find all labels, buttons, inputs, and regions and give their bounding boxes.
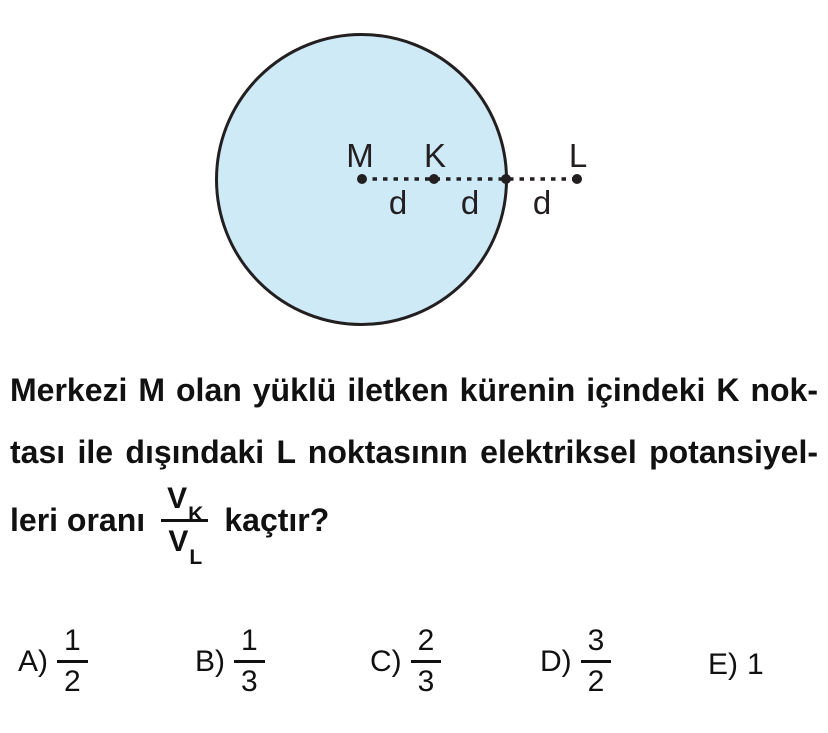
sphere-surface-dot [501, 174, 511, 184]
ratio-denominator [168, 522, 203, 569]
ratio-numerator-base: V [167, 482, 188, 515]
segment-d-label-1: d [388, 184, 408, 221]
option-d-denominator: 2 [587, 665, 605, 698]
point-m-dot [357, 174, 367, 184]
option-c[interactable] [370, 626, 441, 697]
option-e[interactable] [708, 648, 764, 682]
option-a-denominator: 2 [64, 665, 81, 698]
option-b-fraction [234, 626, 265, 697]
point-k-label: K [423, 137, 447, 174]
option-d-numerator: 3 [581, 626, 612, 663]
question-line3-prefix: leri oranı [10, 502, 146, 538]
option-a[interactable] [18, 626, 88, 697]
option-a-fraction [57, 626, 88, 697]
question-line-2: tası ile dışındaki L noktasının elektriksel potansiyel- [10, 434, 818, 470]
sphere-figure [0, 0, 828, 360]
option-e-value: 1 [747, 648, 764, 681]
point-l-label: L [568, 137, 588, 174]
vk-vl-ratio [161, 482, 208, 569]
ratio-numerator-sub: K [188, 503, 204, 526]
ratio-denominator-base: V [168, 525, 189, 558]
option-a-label: A) [18, 644, 48, 678]
option-c-label: C) [370, 644, 402, 678]
question-line3-suffix: kaçtır? [224, 502, 330, 538]
point-l-dot [572, 174, 582, 184]
option-d-fraction [581, 626, 612, 697]
option-c-numerator: 2 [411, 626, 442, 663]
option-b-denominator: 3 [241, 665, 258, 698]
ratio-denominator-sub: L [189, 546, 203, 569]
option-b[interactable] [195, 626, 265, 697]
question-line-3 [10, 482, 818, 569]
option-b-label: B) [195, 644, 225, 678]
option-c-denominator: 3 [417, 665, 435, 698]
ratio-numerator [161, 482, 208, 526]
option-c-fraction [411, 626, 442, 697]
sphere-diagram [0, 0, 828, 360]
option-e-label: E) [708, 648, 738, 681]
option-d[interactable] [540, 626, 611, 697]
point-m-label: M [346, 137, 374, 174]
answer-options [0, 626, 828, 716]
option-b-numerator: 1 [234, 626, 265, 663]
segment-d-label-2: d [460, 184, 480, 221]
option-d-label: D) [540, 644, 572, 678]
option-a-numerator: 1 [57, 626, 88, 663]
question-line-1: Merkezi M olan yüklü iletken kürenin içindeki K nok- [10, 372, 818, 408]
question-text [10, 370, 818, 569]
segment-d-label-3: d [532, 184, 552, 221]
point-k-dot [429, 174, 439, 184]
